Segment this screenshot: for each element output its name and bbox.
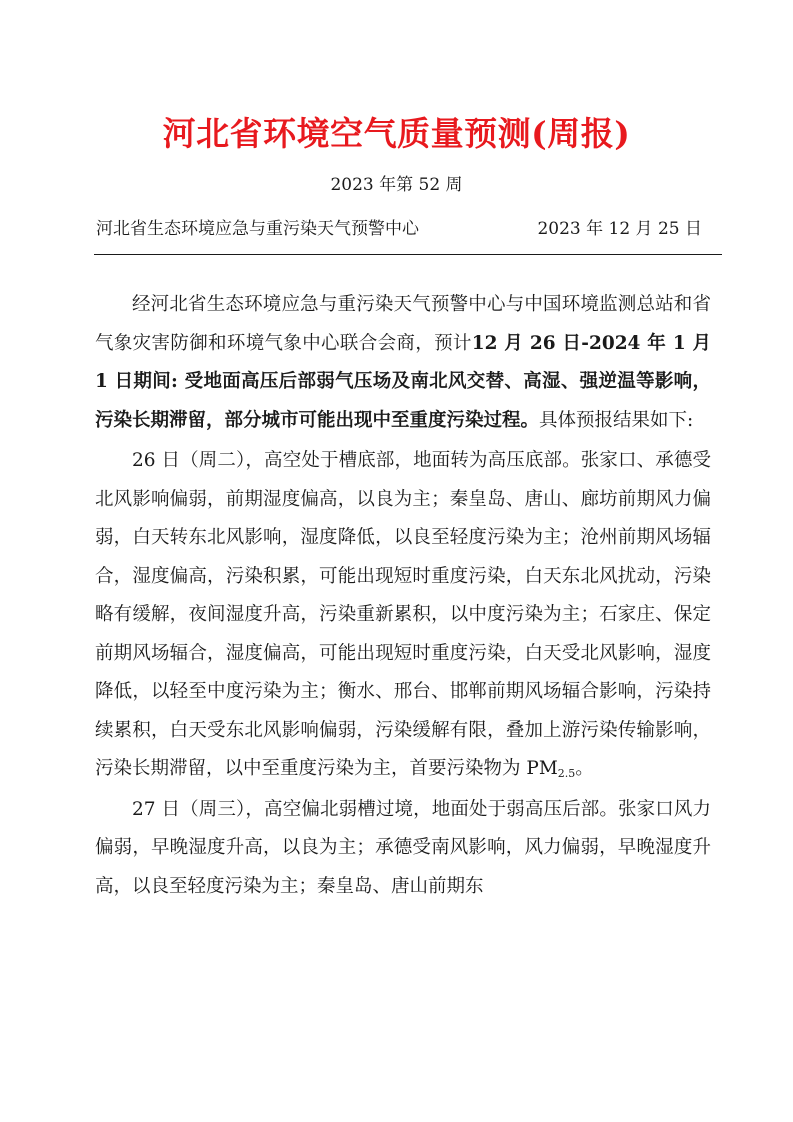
pollutant-subscript: 2.5 [557,767,576,780]
day26-text: 26 日（周二），高空处于槽底部，地面转为高压底部。张家口、承德受北风影响偏弱，前期湿度偏高，以良为主；秦皇岛、唐山、廊坊前期风力偏弱，白天转东北风影响，湿度降低，以良至轻度污染为主；沧州前期风场辐合，湿度偏高，污染积累，可能出现短时重度污染，白天东北风扰动，污染略有缓解，夜间湿度升高，污染重新累积，以中度污染为主；石家庄、保定前期风场辐合，湿度偏高，可能出现短时重度污染，白天受北风影响，湿度降低，以轻至中度污染为主；衡水、邢台、邯郸前期风场辐合影响，污染持续累积，白天受东北风影响偏弱，污染缓解有限，叠加上游污染传输影响，污染长期滞留，以中至重度污染为主，首要污染物为 PM [95,450,711,779]
publish-date: 2023 年 12 月 25 日 [537,219,702,239]
issue-number: 2023 年第 52 周 [330,175,463,195]
intro-paragraph [95,286,711,440]
intro-tail: 具体预报结果如下: [539,409,694,431]
day26-end: 。 [575,758,594,779]
intro-highlight: 12 月 26 日-2024 年 1 月 1 日期间: 受地面高压后部弱气压场及南北风交替、高湿、强逆温等影响，污染长期滞留，部分城市可能出现中至重度污染过程。 [95,332,711,431]
day26-paragraph [95,442,711,789]
publisher-name: 河北省生态环境应急与重污染天气预警中心 [96,219,419,239]
header-divider [94,254,722,255]
intro-lead: 经河北省生态环境应急与重污染天气预警中心与中国环境监测总站和省气象灾害防御和环境气象中心联合会商，预计 [95,294,711,354]
report-body [95,286,711,906]
report-title: 河北省环境空气质量预测(周报) [162,114,631,153]
publisher-line [96,216,702,242]
day27-text: 27 日（周三），高空偏北弱槽过境，地面处于弱高压后部。张家口风力偏弱，早晚湿度升高，以良为主；承德受南风影响，风力偏弱，早晚湿度升高，以良至轻度污染为主；秦皇岛、唐山前期东 [95,798,711,897]
day27-paragraph [95,791,711,907]
